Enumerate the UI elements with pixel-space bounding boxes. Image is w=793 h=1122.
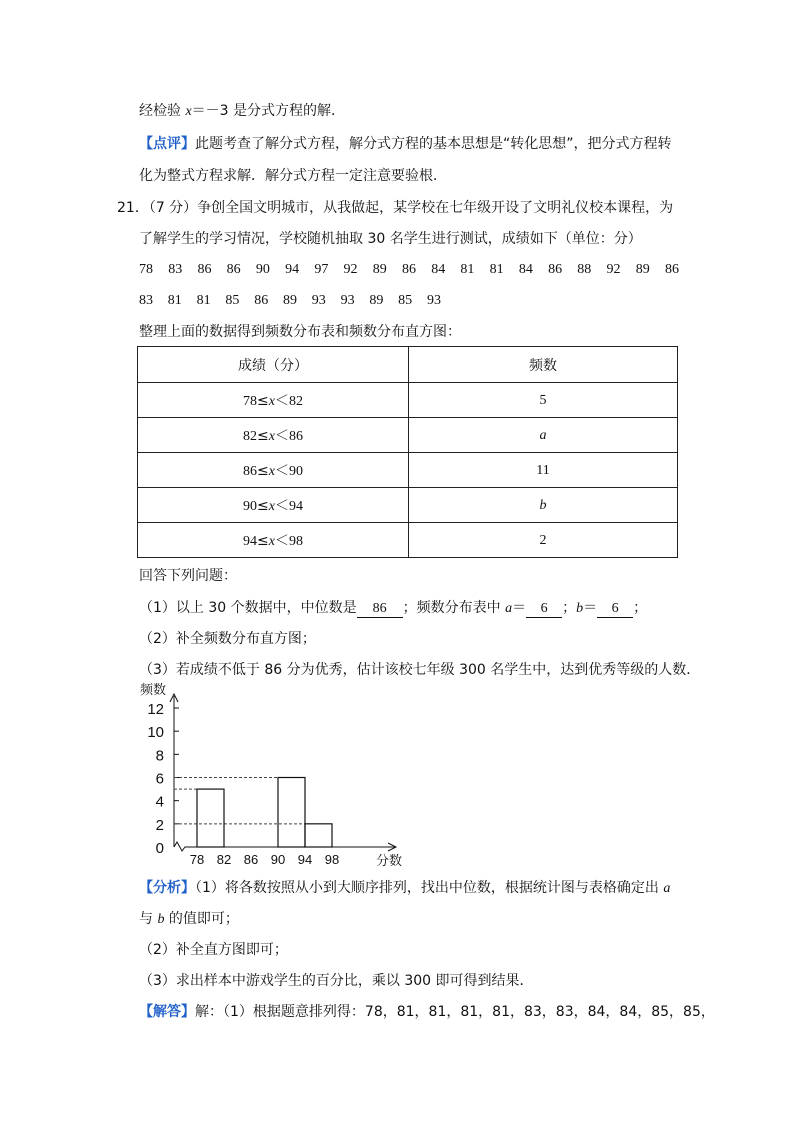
table-row (138, 523, 678, 558)
le-symbol: ≤ (257, 393, 269, 409)
questions-prompt (139, 566, 237, 586)
score-value: 90 (255, 262, 270, 277)
lt-symbol: ＜ (274, 463, 289, 479)
lt-symbol: ＜ (274, 393, 289, 409)
range-low: 78 (243, 394, 258, 409)
score-value: 84 (431, 262, 446, 277)
frequency-table (137, 346, 678, 558)
frequency-cell (409, 453, 678, 488)
analysis-text-2: 的值即可； (164, 911, 239, 927)
table-row (138, 453, 678, 488)
range-low: 82 (243, 429, 258, 444)
range-high: 82 (288, 394, 303, 409)
score-value: 89 (369, 293, 384, 308)
score-value: 85 (225, 293, 240, 308)
analysis-text-1: （1）将各数按照从小到大顺序排列，找出中位数，根据统计图与表格确定出 (195, 880, 664, 896)
problem-line-2 (139, 229, 642, 249)
score-value: 97 (314, 262, 329, 277)
score-value: 89 (282, 293, 297, 308)
q1-sep: ； (562, 600, 577, 616)
score-value: 84 (518, 262, 533, 277)
frequency-cell (409, 383, 678, 418)
score-value: 81 (167, 293, 182, 308)
question-1 (139, 598, 647, 619)
score-value: 89 (635, 262, 650, 277)
analysis-line-2 (139, 909, 239, 930)
q1-eq-a: ＝ (512, 600, 527, 616)
histogram-bar (305, 824, 332, 847)
variable-x: x (185, 104, 192, 119)
score-value: 89 (372, 262, 387, 277)
score-value: 81 (196, 293, 211, 308)
table-row (138, 383, 678, 418)
score-value: 81 (489, 262, 504, 277)
table-header-row (138, 347, 678, 383)
score-value: 88 (577, 262, 592, 277)
y-tick-label: 12 (147, 701, 164, 718)
y-tick-label: 2 (155, 816, 164, 834)
range-variable: x (268, 499, 275, 514)
score-value: 86 (548, 262, 563, 277)
frequency-value: b (539, 497, 547, 513)
comment-line-1 (139, 134, 672, 154)
questions-prompt-text: 回答下列问题： (139, 568, 237, 584)
problem-text-1: 争创全国文明城市，从我做起，某学校在七年级开设了文明礼仪校本课程，为 (197, 200, 674, 216)
score-value: 86 (254, 293, 269, 308)
q1-end: ； (633, 600, 648, 616)
range-high: 90 (288, 464, 303, 479)
problem-text-2: 了解学生的学习情况，学校随机抽取 30 名学生进行测试，成绩如下（单位：分） (139, 231, 642, 247)
score-data-row-1 (139, 260, 679, 280)
range-variable: x (268, 394, 275, 409)
analysis-var-b: b (157, 912, 165, 927)
x-tick-label: 78 (189, 852, 205, 867)
score-range-cell (138, 453, 409, 488)
table-row (138, 418, 678, 453)
x-tick-label: 86 (243, 852, 259, 867)
score-value: 92 (343, 262, 358, 277)
le-symbol: ≤ (257, 428, 269, 444)
problem-number: 21． (117, 200, 149, 216)
lt-symbol: ＜ (274, 498, 289, 514)
x-tick-label: 98 (324, 852, 340, 867)
score-value: 85 (398, 293, 413, 308)
le-symbol: ≤ (257, 533, 269, 549)
score-value: 86 (401, 262, 416, 277)
comment-tag: 【点评】 (139, 136, 195, 152)
range-low: 86 (243, 464, 258, 479)
header-frequency: 频数 (409, 347, 678, 383)
problem-score: （7 分） (148, 200, 198, 216)
frequency-cell (409, 418, 678, 453)
score-value: 94 (285, 262, 300, 277)
q1-median-answer: 86 (357, 600, 403, 618)
verification-text: 经检验 (139, 103, 186, 119)
range-variable: x (268, 464, 275, 479)
score-value: 92 (606, 262, 621, 277)
range-high: 86 (288, 429, 303, 444)
range-low: 94 (243, 534, 258, 549)
score-value: 93 (426, 293, 441, 308)
score-value: 86 (226, 262, 241, 277)
le-symbol: ≤ (257, 498, 269, 514)
y-tick-label: 6 (155, 770, 164, 788)
q1-text-a: （1）以上 30 个数据中，中位数是 (139, 600, 357, 616)
answer-tag: 【解答】 (139, 1004, 195, 1020)
score-data-row-2 (139, 291, 679, 311)
analysis-text-2-pre: 与 (139, 911, 158, 927)
lt-symbol: ＜ (274, 533, 289, 549)
score-value: 93 (340, 293, 355, 308)
score-value: 86 (664, 262, 679, 277)
analysis-var-a: a (663, 881, 671, 896)
score-range-cell (138, 418, 409, 453)
range-variable: x (268, 429, 275, 444)
range-low: 90 (243, 499, 258, 514)
problem-line-1 (117, 198, 673, 218)
frequency-value: 11 (536, 462, 550, 478)
y-tick-label: 10 (147, 724, 164, 742)
question-3 (139, 660, 700, 680)
frequency-cell (409, 523, 678, 558)
score-value: 83 (168, 262, 183, 277)
score-range-cell (138, 488, 409, 523)
comment-line-2 (139, 166, 447, 186)
analysis-line-1 (139, 878, 670, 899)
analysis-line-4 (139, 971, 534, 991)
range-high: 98 (288, 534, 303, 549)
analysis-line-3 (139, 940, 288, 960)
header-score: 成绩（分） (138, 347, 409, 383)
histogram-bar (197, 789, 224, 847)
q1-b-answer: 6 (597, 600, 633, 618)
analysis-text-4: （3）求出样本中游戏学生的百分比，乘以 300 即可得到结果． (139, 973, 534, 989)
frequency-histogram (130, 682, 420, 868)
comment-text-1: 此题考查了解分式方程，解分式方程的基本思想是“转化思想”，把分式方程转 (195, 136, 672, 152)
table-intro (139, 322, 461, 342)
verification-line (139, 101, 345, 122)
frequency-value: a (539, 427, 547, 443)
table-intro-text: 整理上面的数据得到频数分布表和频数分布直方图： (139, 324, 461, 340)
score-value: 81 (460, 262, 475, 277)
frequency-cell (409, 488, 678, 523)
x-tick-label: 90 (270, 852, 286, 867)
x-tick-label: 94 (297, 852, 313, 867)
score-range-cell (138, 383, 409, 418)
comment-text-2: 化为整式方程求解．解分式方程一定注意要验根． (139, 168, 447, 184)
analysis-tag: 【分析】 (139, 880, 195, 896)
frequency-value: 2 (539, 532, 547, 548)
q1-var-a: a (505, 601, 513, 616)
score-range-cell (138, 523, 409, 558)
analysis-text-3: （2）补全直方图即可； (139, 942, 288, 958)
q1-a-answer: 6 (526, 600, 562, 618)
q2-text: （2）补全频数分布直方图； (139, 631, 316, 647)
x-tick-label: 82 (216, 852, 232, 867)
y-axis-label: 频数 (140, 682, 167, 697)
range-variable: x (268, 534, 275, 549)
y-tick-label: 0 (155, 840, 164, 857)
q1-eq-b: ＝ (583, 600, 598, 616)
y-tick-label: 4 (155, 793, 164, 811)
answer-text: 解：（1）根据题意排列得：78，81，81，81，81，83，83，84，84，85，85， (195, 1004, 715, 1020)
question-2 (139, 629, 316, 649)
score-value: 93 (311, 293, 326, 308)
q1-var-b: b (576, 601, 584, 616)
frequency-value: 5 (539, 392, 547, 408)
range-high: 94 (288, 499, 303, 514)
score-value: 86 (197, 262, 212, 277)
histogram-bar (278, 778, 305, 848)
score-value: 83 (139, 293, 153, 308)
lt-symbol: ＜ (274, 428, 289, 444)
verification-result: ＝－3 是分式方程的解． (191, 103, 346, 119)
q1-text-b: ；频数分布表中 (402, 600, 506, 616)
le-symbol: ≤ (257, 463, 269, 479)
q3-text: （3）若成绩不低于 86 分为优秀，估计该校七年级 300 名学生中，达到优秀等级的人数． (139, 662, 701, 678)
score-value: 78 (139, 262, 153, 277)
y-tick-label: 8 (155, 747, 164, 765)
table-row (138, 488, 678, 523)
x-axis-label: 分数 (376, 853, 403, 868)
answer-line (139, 1002, 715, 1022)
